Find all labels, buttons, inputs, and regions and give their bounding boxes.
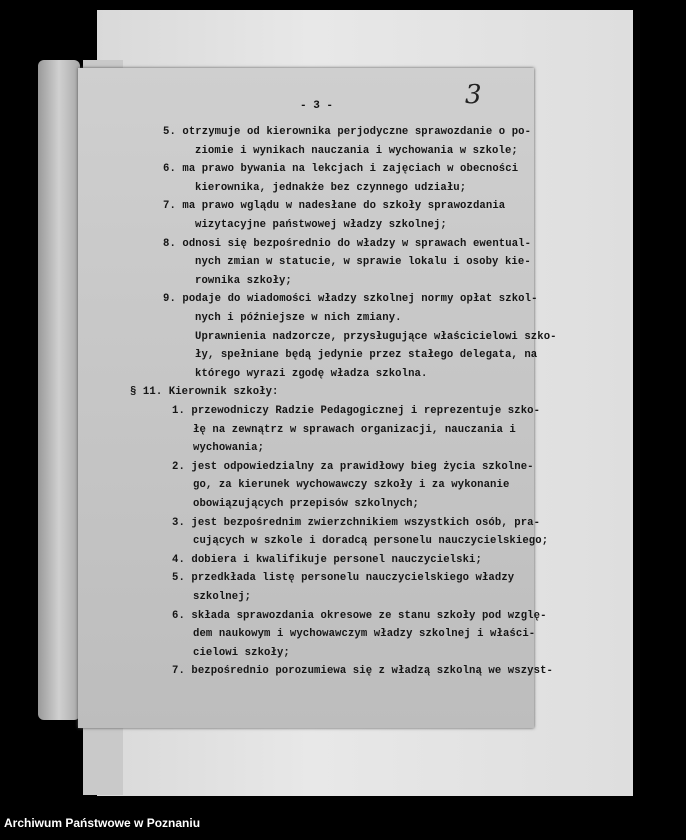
text-line: 5. otrzymuje od kierownika perjodyczne sprawozdanie o po- bbox=[163, 126, 532, 138]
text-line: którego wyrazi zgodę władza szkolna. bbox=[195, 367, 428, 380]
text-line: ziomie i wynikach nauczania i wychowania w szkole; bbox=[195, 144, 518, 157]
text-line: 7. ma prawo wglądu w nadesłane do szkoły sprawozdania bbox=[163, 200, 506, 213]
text-line: kierownika, jednakże bez czynnego udziału; bbox=[195, 181, 467, 194]
text-line: 5. przedkłada listę personelu nauczycielskiego władzy bbox=[172, 572, 515, 585]
text-line: nych i późniejsze w nich zmiany. bbox=[195, 312, 402, 324]
text-line: szkolnej; bbox=[193, 591, 252, 603]
text-line: cujących w szkole i doradcą personelu nauczycielskiego; bbox=[193, 535, 549, 548]
text-line: 8. odnosi się bezpośrednio do władzy w sprawach ewentual- bbox=[163, 237, 532, 250]
text-line: 4. dobiera i kwalifikuje personel nauczycielski; bbox=[172, 553, 482, 566]
page-number: - 3 - bbox=[300, 100, 334, 112]
text-line: cielowi szkoły; bbox=[193, 646, 290, 659]
text-line: wychowania; bbox=[193, 442, 265, 455]
text-line: 7. bezpośrednio porozumiewa się z władzą szkolną we wszyst- bbox=[172, 665, 553, 678]
text-line: 6. składa sprawozdania okresowe ze stanu szkoły pod wzglę- bbox=[172, 609, 547, 622]
text-line: dem naukowym i wychowawczym władzy szkolnej i właści- bbox=[193, 628, 536, 641]
archive-footer: Archiwum Państwowe w Poznaniu bbox=[4, 816, 201, 830]
text-line: rownika szkoły; bbox=[195, 274, 292, 287]
text-line: obowiązujących przepisów szkolnych; bbox=[193, 498, 420, 510]
binding-strip bbox=[38, 60, 80, 720]
text-line: 1. przewodniczy Radzie Pedagogicznej i reprezentuje szko- bbox=[172, 405, 541, 417]
text-line: wizytacyjne państwowej władzy szkolnej; bbox=[195, 219, 447, 231]
text-line: ły, spełniane będą jedynie przez stałego delegata, na bbox=[195, 349, 538, 362]
text-line: go, za kierunek wychowawczy szkoły i za wykonanie bbox=[193, 479, 510, 492]
text-line: Uprawnienia nadzorcze, przysługujące właścicielowi szko- bbox=[195, 330, 557, 343]
text-line: 3. jest bezpośrednim zwierzchnikiem wszystkich osób, pra- bbox=[172, 516, 541, 529]
text-line: 9. podaje do wiadomości władzy szkolnej normy opłat szkol- bbox=[163, 293, 538, 306]
text-line: § 11. Kierownik szkoły: bbox=[130, 386, 279, 399]
text-line: 2. jest odpowiedzialny za prawidłowy bieg życia szkolne- bbox=[172, 460, 534, 473]
text-line: nych zmian w statucie, w sprawie lokalu i osoby kie- bbox=[195, 256, 531, 269]
handwritten-page-number: 3 bbox=[465, 80, 482, 110]
text-line: łę na zewnątrz w sprawach organizacji, nauczania i bbox=[193, 423, 516, 436]
text-line: 6. ma prawo bywania na lekcjach i zajęciach w obecności bbox=[163, 163, 519, 176]
